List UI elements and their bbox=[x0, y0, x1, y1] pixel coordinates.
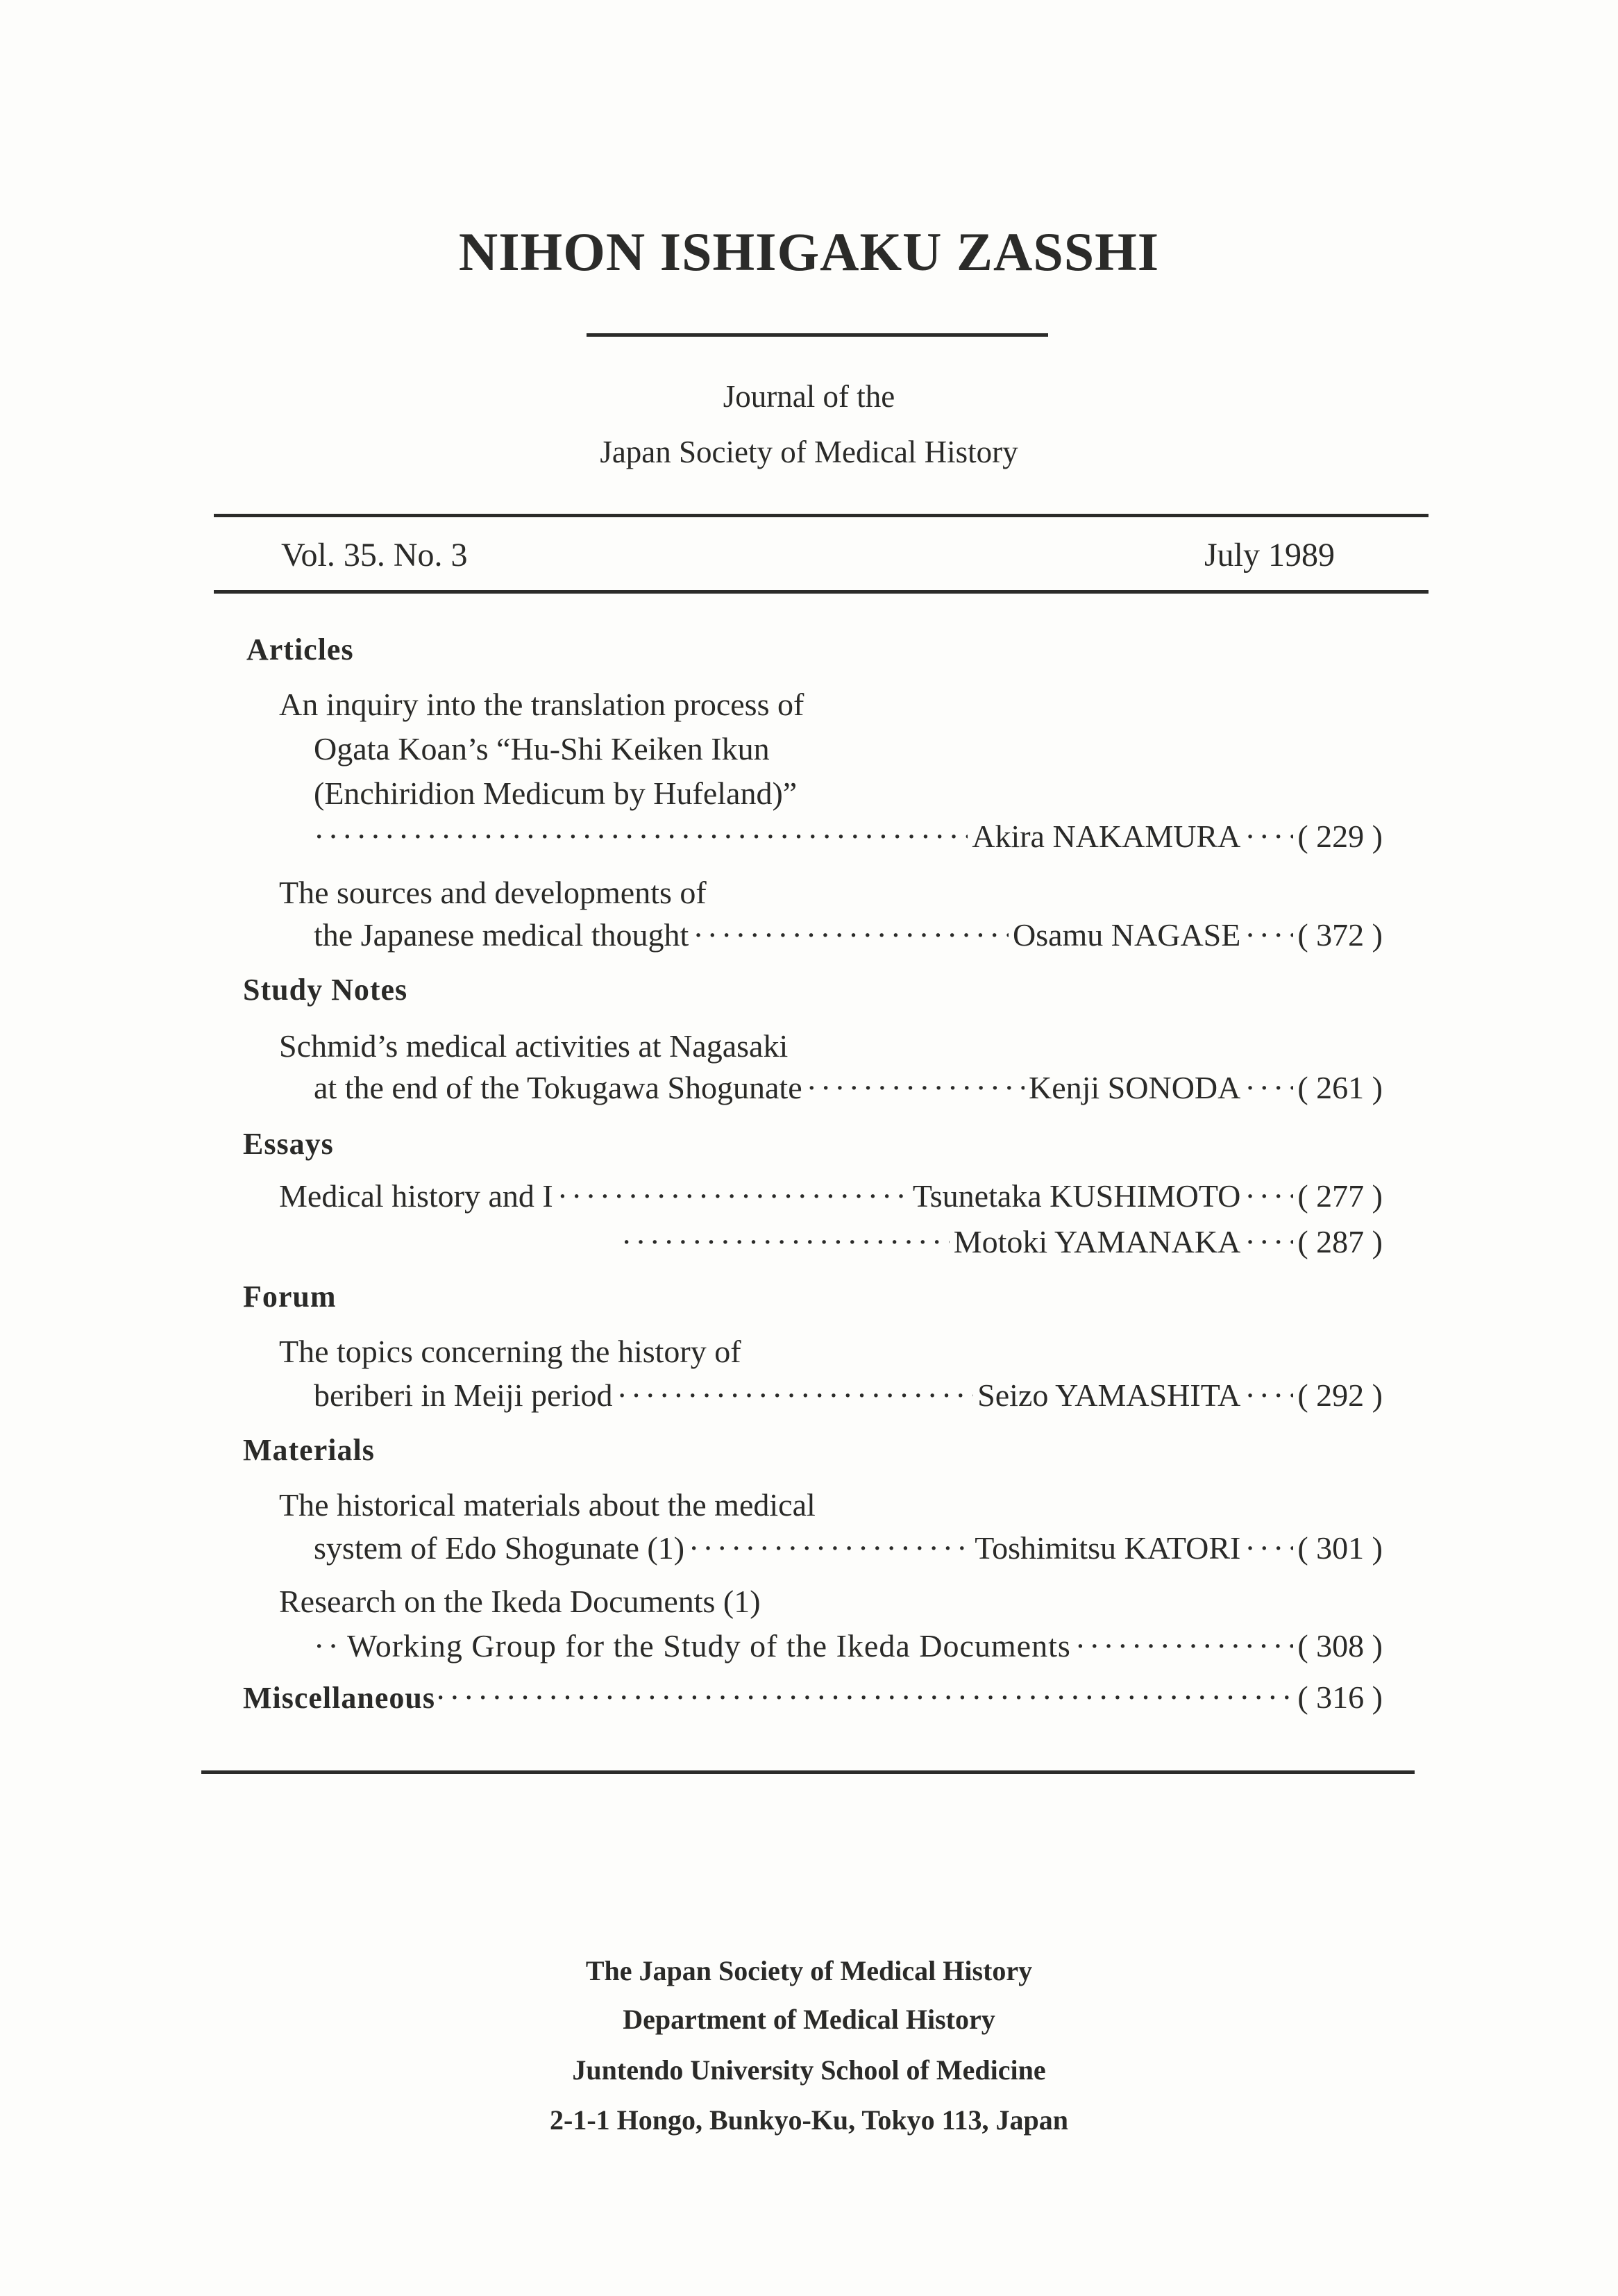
entry-3-row bbox=[314, 1069, 1383, 1106]
leader-dots bbox=[1245, 1530, 1293, 1566]
entry-5-row bbox=[621, 1223, 1383, 1260]
entry-2-title-cont: the Japanese medical thought bbox=[314, 917, 689, 953]
entry-8-page: ( 308 ) bbox=[1297, 1628, 1383, 1664]
entry-4-title: Medical history and I bbox=[279, 1178, 553, 1214]
entry-1-title-cont-2: (Enchiridion Medicum by Hufeland)” bbox=[314, 776, 798, 811]
entry-2-author: Osamu NAGASE bbox=[1012, 917, 1241, 953]
leader-dots bbox=[1245, 818, 1293, 855]
issue-top-rule bbox=[214, 514, 1429, 517]
contents-bottom-rule bbox=[201, 1770, 1415, 1774]
entry-5-page: ( 287 ) bbox=[1297, 1224, 1383, 1259]
entry-7-title-cont: system of Edo Shogunate (1) bbox=[314, 1530, 685, 1566]
leader-dots bbox=[1245, 1178, 1293, 1214]
section-miscellaneous: Miscellaneous bbox=[243, 1681, 435, 1715]
entry-6-title-cont: beriberi in Meiji period bbox=[314, 1377, 613, 1413]
entry-4-row bbox=[279, 1178, 1383, 1214]
entry-6-row bbox=[314, 1377, 1383, 1414]
entry-2-page: ( 372 ) bbox=[1297, 917, 1383, 953]
subtitle-line-1: Journal of the bbox=[723, 379, 895, 414]
entry-9-page: ( 316 ) bbox=[1297, 1679, 1383, 1715]
entry-6-page: ( 292 ) bbox=[1297, 1377, 1383, 1413]
subtitle-line-2: Japan Society of Medical History bbox=[600, 435, 1018, 469]
issue-bottom-rule bbox=[214, 590, 1429, 594]
entry-3-title-cont: at the end of the Tokugawa Shogunate bbox=[314, 1070, 802, 1105]
section-articles: Articles bbox=[246, 632, 354, 667]
leader-dots bbox=[1245, 1069, 1293, 1106]
entry-9-row bbox=[243, 1679, 1383, 1716]
entry-6-title: The topics concerning the history of bbox=[279, 1334, 741, 1369]
entry-8-author: Working Group for the Study of the Ikeda Documents bbox=[347, 1628, 1071, 1664]
publisher-address: 2-1-1 Hongo, Bunkyo-Ku, Tokyo 113, Japan bbox=[550, 2104, 1068, 2136]
entry-7-author: Toshimitsu KATORI bbox=[975, 1530, 1241, 1566]
leader-dots bbox=[689, 1530, 970, 1566]
leader-dots bbox=[617, 1377, 974, 1414]
entry-8-row bbox=[314, 1627, 1383, 1664]
entry-2-title: The sources and developments of bbox=[279, 875, 707, 910]
leader-dots bbox=[807, 1069, 1025, 1106]
leader-dots bbox=[314, 818, 968, 855]
entry-3-page: ( 261 ) bbox=[1297, 1070, 1383, 1105]
entry-7-page: ( 301 ) bbox=[1297, 1530, 1383, 1566]
entry-6-author: Seizo YAMASHITA bbox=[977, 1377, 1241, 1413]
issue-volume: Vol. 35. No. 3 bbox=[281, 537, 468, 573]
publisher-society: The Japan Society of Medical History bbox=[585, 1955, 1033, 1986]
title-rule bbox=[587, 333, 1048, 337]
publisher-university: Juntendo University School of Medicine bbox=[572, 2054, 1046, 2086]
entry-7-title: The historical materials about the medical bbox=[279, 1487, 816, 1523]
entry-1-title-cont: Ogata Koan’s “Hu-Shi Keiken Ikun bbox=[314, 731, 770, 766]
publisher-department: Department of Medical History bbox=[623, 2004, 995, 2035]
leader-dots bbox=[693, 916, 1009, 953]
section-essays: Essays bbox=[243, 1127, 334, 1161]
entry-1-page: ( 229 ) bbox=[1297, 819, 1383, 854]
leader-dots bbox=[1245, 1377, 1293, 1414]
entry-5-author: Motoki YAMANAKA bbox=[953, 1224, 1241, 1259]
leader-dots bbox=[621, 1223, 950, 1260]
entry-1-row bbox=[314, 818, 1383, 855]
section-forum: Forum bbox=[243, 1280, 337, 1314]
leader-dots bbox=[1245, 1223, 1293, 1260]
entry-4-page: ( 277 ) bbox=[1297, 1178, 1383, 1214]
entry-3-title: Schmid’s medical activities at Nagasaki bbox=[279, 1028, 789, 1064]
entry-8-title: Research on the Ikeda Documents (1) bbox=[279, 1584, 761, 1619]
leader-dots bbox=[557, 1178, 909, 1214]
entry-7-row bbox=[314, 1530, 1383, 1566]
leader-dots bbox=[1245, 916, 1293, 953]
leader-dots bbox=[314, 1627, 343, 1664]
issue-date: July 1989 bbox=[1204, 537, 1335, 573]
entry-1-title: An inquiry into the translation process of bbox=[279, 687, 804, 722]
entry-2-row bbox=[314, 916, 1383, 953]
leader-dots bbox=[1075, 1627, 1294, 1664]
section-study-notes: Study Notes bbox=[243, 973, 408, 1007]
leader-dots bbox=[435, 1679, 1293, 1716]
section-materials: Materials bbox=[243, 1433, 375, 1467]
entry-1-author: Akira NAKAMURA bbox=[972, 819, 1241, 854]
journal-title: NIHON ISHIGAKU ZASSHI bbox=[458, 221, 1160, 282]
entry-3-author: Kenji SONODA bbox=[1028, 1070, 1241, 1105]
entry-4-author: Tsunetaka KUSHIMOTO bbox=[912, 1178, 1241, 1214]
